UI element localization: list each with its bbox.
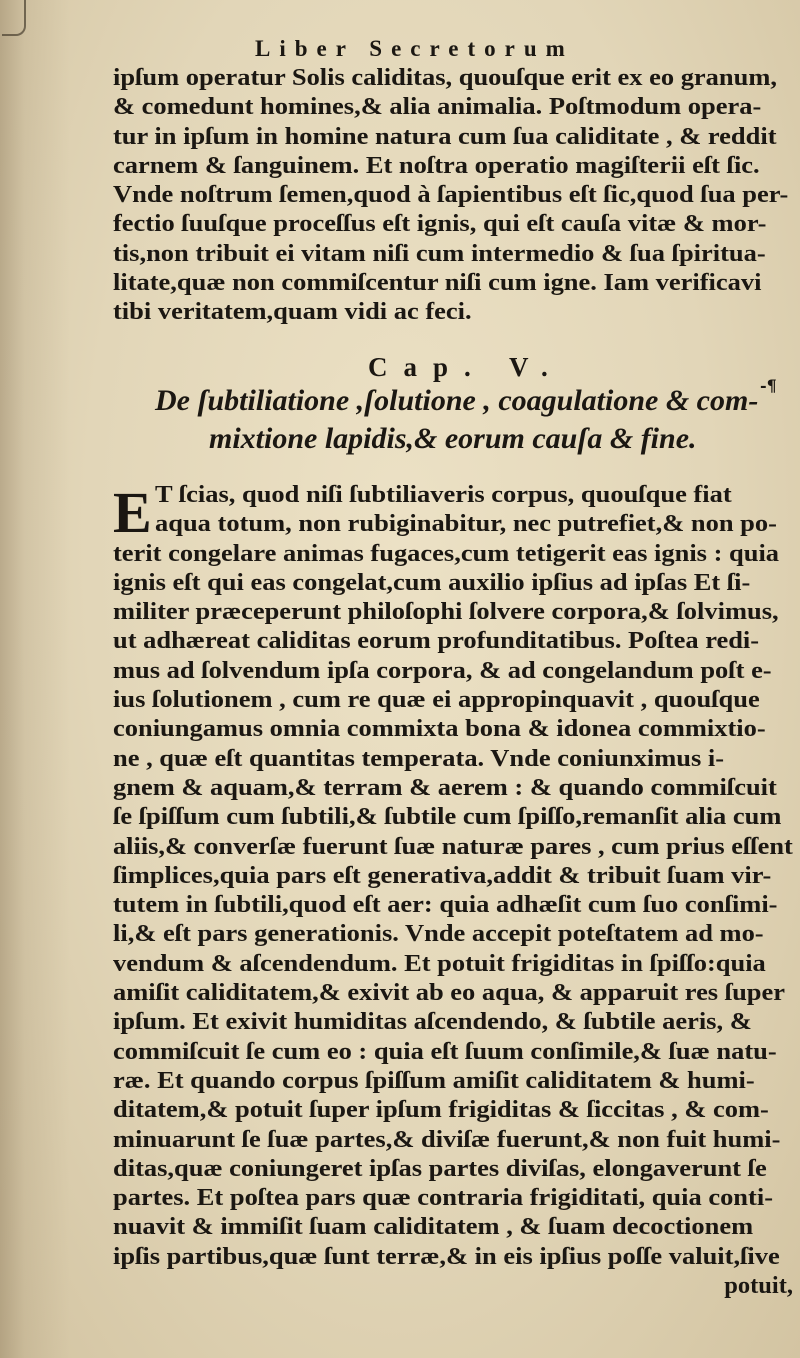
text-line: ius ſolutionem , cum re quæ ei appropinquavit , quouſque bbox=[113, 686, 760, 714]
text-line: fectio ſuuſque proceſſus eſt ignis, qui eſt cauſa vitæ & mor- bbox=[113, 210, 767, 238]
text-line: partes. Et poſtea pars quæ contraria frigiditati, quia conti- bbox=[113, 1184, 774, 1212]
text-line: nuavit & immiſit ſuam caliditatem , & ſuam decoctionem bbox=[113, 1213, 754, 1241]
text-line: ipſum. Et exivit humiditas aſcendendo, & ſubtile aeris, & bbox=[113, 1008, 752, 1036]
text-line: tibi veritatem,quam vidi ac feci. bbox=[113, 298, 472, 326]
drop-cap: E bbox=[113, 480, 152, 545]
stray-printer-mark: -¶ bbox=[760, 376, 777, 395]
gutter-shadow bbox=[0, 0, 70, 1358]
catchword: potuit, bbox=[724, 1272, 793, 1300]
text-line: ut adhæreat caliditas eorum profunditatibus. Poſtea redi- bbox=[113, 627, 760, 655]
chapter-title-line: De ſubtiliatione ,ſolutione , coagulatione & com- bbox=[155, 384, 759, 417]
text-line: gnem & aquam,& terram & aerem : & quando commiſcuit bbox=[113, 773, 777, 801]
body-paragraph bbox=[113, 480, 793, 1300]
text-line: aqua totum, non rubiginabitur, nec putrefiet,& non po- bbox=[155, 510, 777, 538]
text-line: commiſcuit ſe cum eo : quia eſt ſuum conſimile,& ſuæ natu- bbox=[113, 1037, 777, 1065]
text-line: ne , quæ eſt quantitas temperata. Vnde coniunximus i- bbox=[113, 744, 725, 772]
chapter-title bbox=[155, 382, 795, 458]
text-line: ignis eſt qui eas congelat,cum auxilio ipſius ad ipſas Et ſi- bbox=[113, 568, 751, 596]
text-line: aliis,& converſæ fuerunt ſuæ naturæ pares , cum prius eſſent bbox=[113, 832, 793, 860]
text-line: vendum & aſcendendum. Et potuit frigiditas in ſpiſſo:quia bbox=[113, 949, 766, 977]
text-line: carnem & ſanguinem. Et noſtra operatio magiſterii eſt ſic. bbox=[113, 151, 760, 179]
text-line: tis,non tribuit ei vitam niſi cum intermedio & ſua ſpiritua- bbox=[113, 239, 766, 267]
text-line: litate,quæ non commiſcentur niſi cum igne. Iam verificavi bbox=[113, 269, 762, 297]
text-line: ſimplices,quia pars eſt generativa,addit & tribuit ſuam vir- bbox=[113, 861, 772, 889]
text-line: amiſit caliditatem,& exivit ab eo aqua, & apparuit res ſuper bbox=[113, 979, 785, 1007]
top-paragraph bbox=[113, 63, 793, 327]
text-line: ræ. Et quando corpus ſpiſſum amiſit caliditatem & humi- bbox=[113, 1066, 755, 1094]
page-corner-mark bbox=[2, 0, 26, 36]
text-line: militer præceperunt philoſophi ſolvere corpora,& ſolvimus, bbox=[113, 598, 779, 626]
text-line: mus ad ſolvendum ipſa corpora, & ad congelandum poſt e- bbox=[113, 656, 772, 684]
text-line: li,& eſt pars generationis. Vnde accepit poteſtatem ad mo- bbox=[113, 920, 764, 948]
chapter-title-line: mixtione lapidis,& eorum cauſa & fine. bbox=[209, 422, 697, 455]
text-line: ſe ſpiſſum cum ſubtili,& ſubtile cum ſpiſſo,remanſit alia cum bbox=[113, 803, 782, 831]
text-line: coniungamus omnia commixta bona & idonea commixtio- bbox=[113, 715, 766, 743]
text-line: ditas,quæ coniungeret ipſas partes diviſas, elongaverunt ſe bbox=[113, 1154, 767, 1182]
text-line: ditatem,& potuit ſuper ipſum frigiditas & ſiccitas , & com- bbox=[113, 1096, 769, 1124]
text-line: ipſum operatur Solis caliditas, quouſque erit ex eo granum, bbox=[113, 64, 777, 91]
text-line: tur in ipſum in homine natura cum ſua caliditate , & reddit bbox=[113, 122, 777, 150]
text-line: ipſis partibus,quæ ſunt terræ,& in eis ipſius poſſe valuit,ſive bbox=[113, 1242, 780, 1270]
text-line: terit congelare animas fugaces,cum tetigerit eas ignis : quia bbox=[113, 539, 780, 567]
text-line: Vnde noſtrum ſemen,quod à ſapientibus eſt ſic,quod ſua per- bbox=[113, 181, 789, 209]
text-line: & comedunt homines,& alia animalia. Poſtmodum opera- bbox=[113, 93, 762, 121]
running-head: Liber Secretorum bbox=[255, 36, 574, 61]
text-line: minuarunt ſe ſuæ partes,& diviſæ fuerunt,& non fuit humi- bbox=[113, 1125, 781, 1153]
text-line: tutem in ſubtili,quod eſt aer: quia adhæſit cum ſuo conſimi- bbox=[113, 891, 778, 919]
text-line: T ſcias, quod niſi ſubtiliaveris corpus, quouſque fiat bbox=[155, 481, 732, 508]
chapter-heading: Cap. V. bbox=[368, 352, 564, 382]
